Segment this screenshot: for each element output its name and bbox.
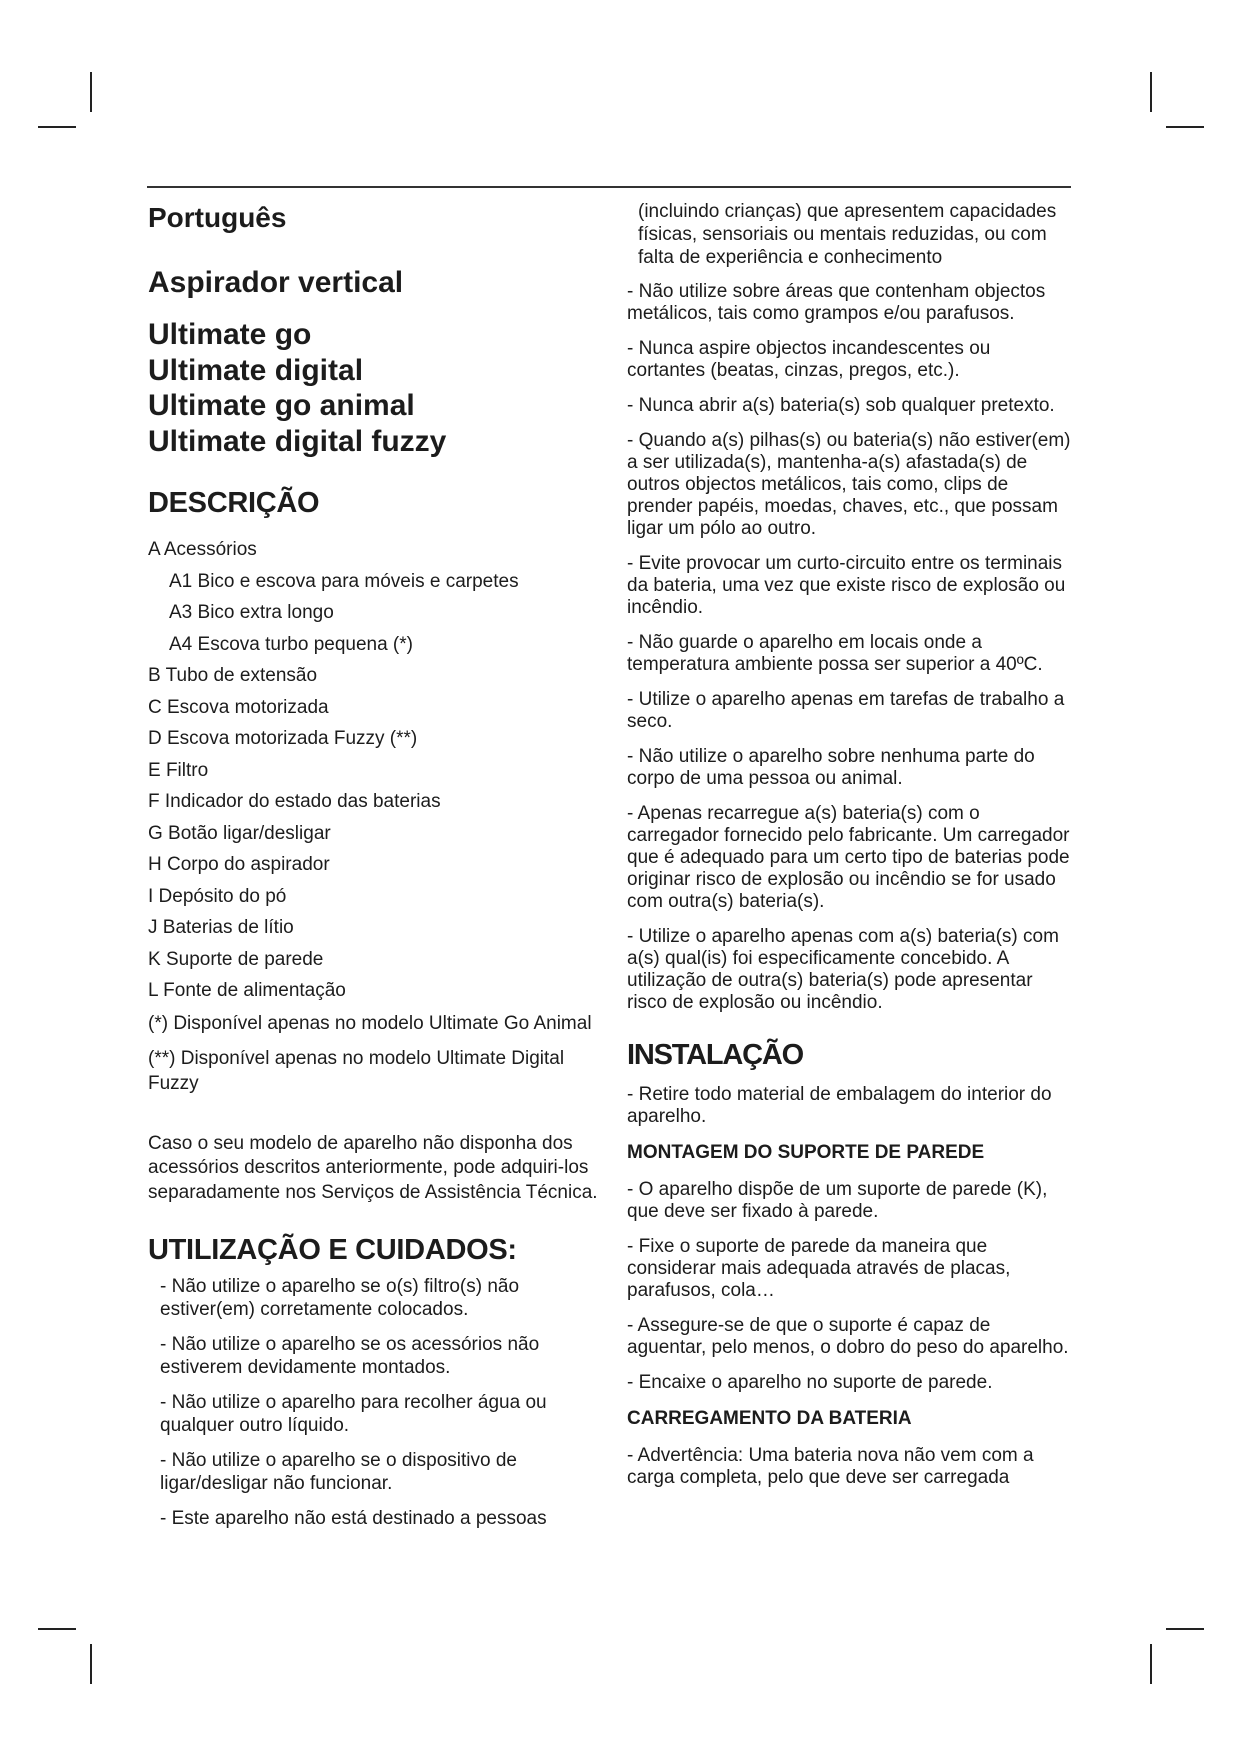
wall-mount-heading: MONTAGEM DO SUPORTE DE PAREDE: [627, 1142, 985, 1163]
part-item: A1 Bico e escova para móveis e carpetes: [169, 570, 519, 592]
crop-mark-top-left-v: [90, 72, 92, 112]
wall-mount-item: - O aparelho dispõe de um suporte de parede (K), que deve ser fixado à parede.: [627, 1179, 1048, 1222]
parts-list: [148, 534, 598, 1007]
part-item: H Corpo do aspirador: [148, 854, 330, 875]
usage-item: - Nunca abrir a(s) bateria(s) sob qualquer pretexto.: [627, 395, 1055, 416]
usage-item: - Não utilize o aparelho se o(s) filtro(s) não estiver(em) corretamente colocados.: [160, 1276, 520, 1320]
crop-mark-bottom-left-v: [90, 1644, 92, 1684]
usage-list-right: [627, 281, 1072, 1014]
model-list: [148, 317, 598, 459]
usage-list-left: [148, 1275, 598, 1530]
part-item: A Acessórios: [148, 539, 257, 560]
part-item: K Suporte de parede: [148, 948, 324, 970]
model-name: Ultimate go animal: [148, 389, 415, 422]
accessories-paragraph: Caso o seu modelo de aparelho não disponha dos acessórios descritos anteriormente, pode adquiri-los separadamente nos Serviços de Assistência Técnica.: [148, 1132, 598, 1203]
part-item: C Escova motorizada: [148, 696, 329, 718]
installation-heading: INSTALAÇÃO: [627, 1039, 803, 1071]
charging-heading: CARREGAMENTO DA BATERIA: [627, 1408, 912, 1429]
part-item: A4 Escova turbo pequena (*): [169, 633, 413, 655]
usage-item: - Utilize o aparelho apenas com a(s) bateria(s) com a(s) qual(is) foi especificamente concebido. A utilização de outra(s) bateria(s) pode apresentar risco de explosão ou incêndio.: [627, 926, 1059, 1013]
right-column: [627, 200, 1072, 1502]
model-name: Ultimate go: [148, 318, 312, 351]
part-item: F Indicador do estado das baterias: [148, 791, 441, 812]
installation-item: - Retire todo material de embalagem do interior do aparelho.: [627, 1084, 1052, 1127]
part-item: I Depósito do pó: [148, 885, 287, 907]
part-item: D Escova motorizada Fuzzy (**): [148, 728, 418, 749]
crop-mark-top-right-v: [1150, 72, 1152, 112]
part-item: A3 Bico extra longo: [169, 602, 334, 623]
footnote: (*) Disponível apenas no modelo Ultimate Go Animal: [148, 1012, 592, 1034]
crop-mark-bottom-right-h: [1166, 1628, 1204, 1630]
usage-item: - Não utilize o aparelho se o dispositivo de ligar/desligar não funcionar.: [160, 1450, 517, 1494]
usage-item: - Evite provocar um curto-circuito entre os terminais da bateria, uma vez que existe risco de explosão ou incêndio.: [627, 553, 1066, 618]
left-column: [148, 195, 598, 1542]
crop-mark-top-right-h: [1166, 126, 1204, 128]
usage-heading: UTILIZAÇÃO E CUIDADOS:: [148, 1234, 517, 1266]
footnote: (**) Disponível apenas no modelo Ultimate Digital Fuzzy: [148, 1047, 565, 1094]
crop-mark-top-left-h: [38, 126, 76, 128]
model-name: Ultimate digital fuzzy: [148, 424, 447, 458]
part-item: E Filtro: [148, 759, 209, 781]
usage-item: - Nunca aspire objectos incandescentes ou cortantes (beatas, cinzas, pregos, etc.).: [627, 338, 991, 381]
crop-mark-bottom-right-v: [1150, 1644, 1152, 1684]
usage-item: - Não utilize o aparelho se os acessórios não estiverem devidamente montados.: [160, 1334, 540, 1378]
part-item: B Tubo de extensão: [148, 665, 318, 686]
usage-item: - Quando a(s) pilhas(s) ou bateria(s) não estiver(em) a ser utilizada(s), mantenha-a(s) afastada(s) de outros objectos metálicos, tais como, clips de prender papéis, moedas, chaves, etc., que possam ligar um pólo ao outro.: [627, 430, 1071, 539]
wall-mount-item: - Fixe o suporte de parede da maneira que considerar mais adequada através de placas, parafusos, cola…: [627, 1236, 1011, 1301]
usage-item: - Não utilize o aparelho sobre nenhuma parte do corpo de uma pessoa ou animal.: [627, 746, 1035, 789]
header-rule: [147, 186, 1071, 188]
part-item: J Baterias de lítio: [148, 917, 294, 938]
product-title: Aspirador vertical: [148, 266, 404, 299]
usage-item: - Utilize o aparelho apenas em tarefas de trabalho a seco.: [627, 689, 1065, 732]
usage-continuation: (incluindo crianças) que apresentem capacidades físicas, sensoriais ou mentais reduzidas, ou com falta de experiência e conhecimento: [638, 201, 1057, 268]
description-heading: DESCRIÇÃO: [148, 487, 320, 519]
crop-mark-bottom-left-h: [38, 1628, 76, 1630]
usage-item: - Não guarde o aparelho em locais onde a temperatura ambiente possa ser superior a 40ºC.: [627, 632, 1043, 675]
part-item: L Fonte de alimentação: [148, 980, 346, 1001]
charging-item: - Advertência: Uma bateria nova não vem com a carga completa, pelo que deve ser carregada: [627, 1445, 1034, 1488]
wall-mount-item: - Assegure-se de que o suporte é capaz de aguentar, pelo menos, o dobro do peso do aparelho.: [627, 1315, 1069, 1358]
part-item: G Botão ligar/desligar: [148, 822, 331, 844]
model-name: Ultimate digital: [148, 353, 364, 387]
usage-item: - Não utilize sobre áreas que contenham objectos metálicos, tais como grampos e/ou parafusos.: [627, 281, 1046, 324]
wall-mount-item: - Encaixe o aparelho no suporte de parede.: [627, 1372, 993, 1393]
usage-item: - Não utilize o aparelho para recolher água ou qualquer outro líquido.: [160, 1392, 547, 1436]
usage-item: - Apenas recarregue a(s) bateria(s) com o carregador fornecido pelo fabricante. Um carregador que é adequado para um certo tipo de baterias pode originar risco de explosão ou incêndio se for usado com outra(s) bateria(s).: [627, 803, 1070, 912]
usage-item: - Este aparelho não está destinado a pessoas: [160, 1508, 547, 1529]
language-heading: Português: [148, 202, 287, 233]
